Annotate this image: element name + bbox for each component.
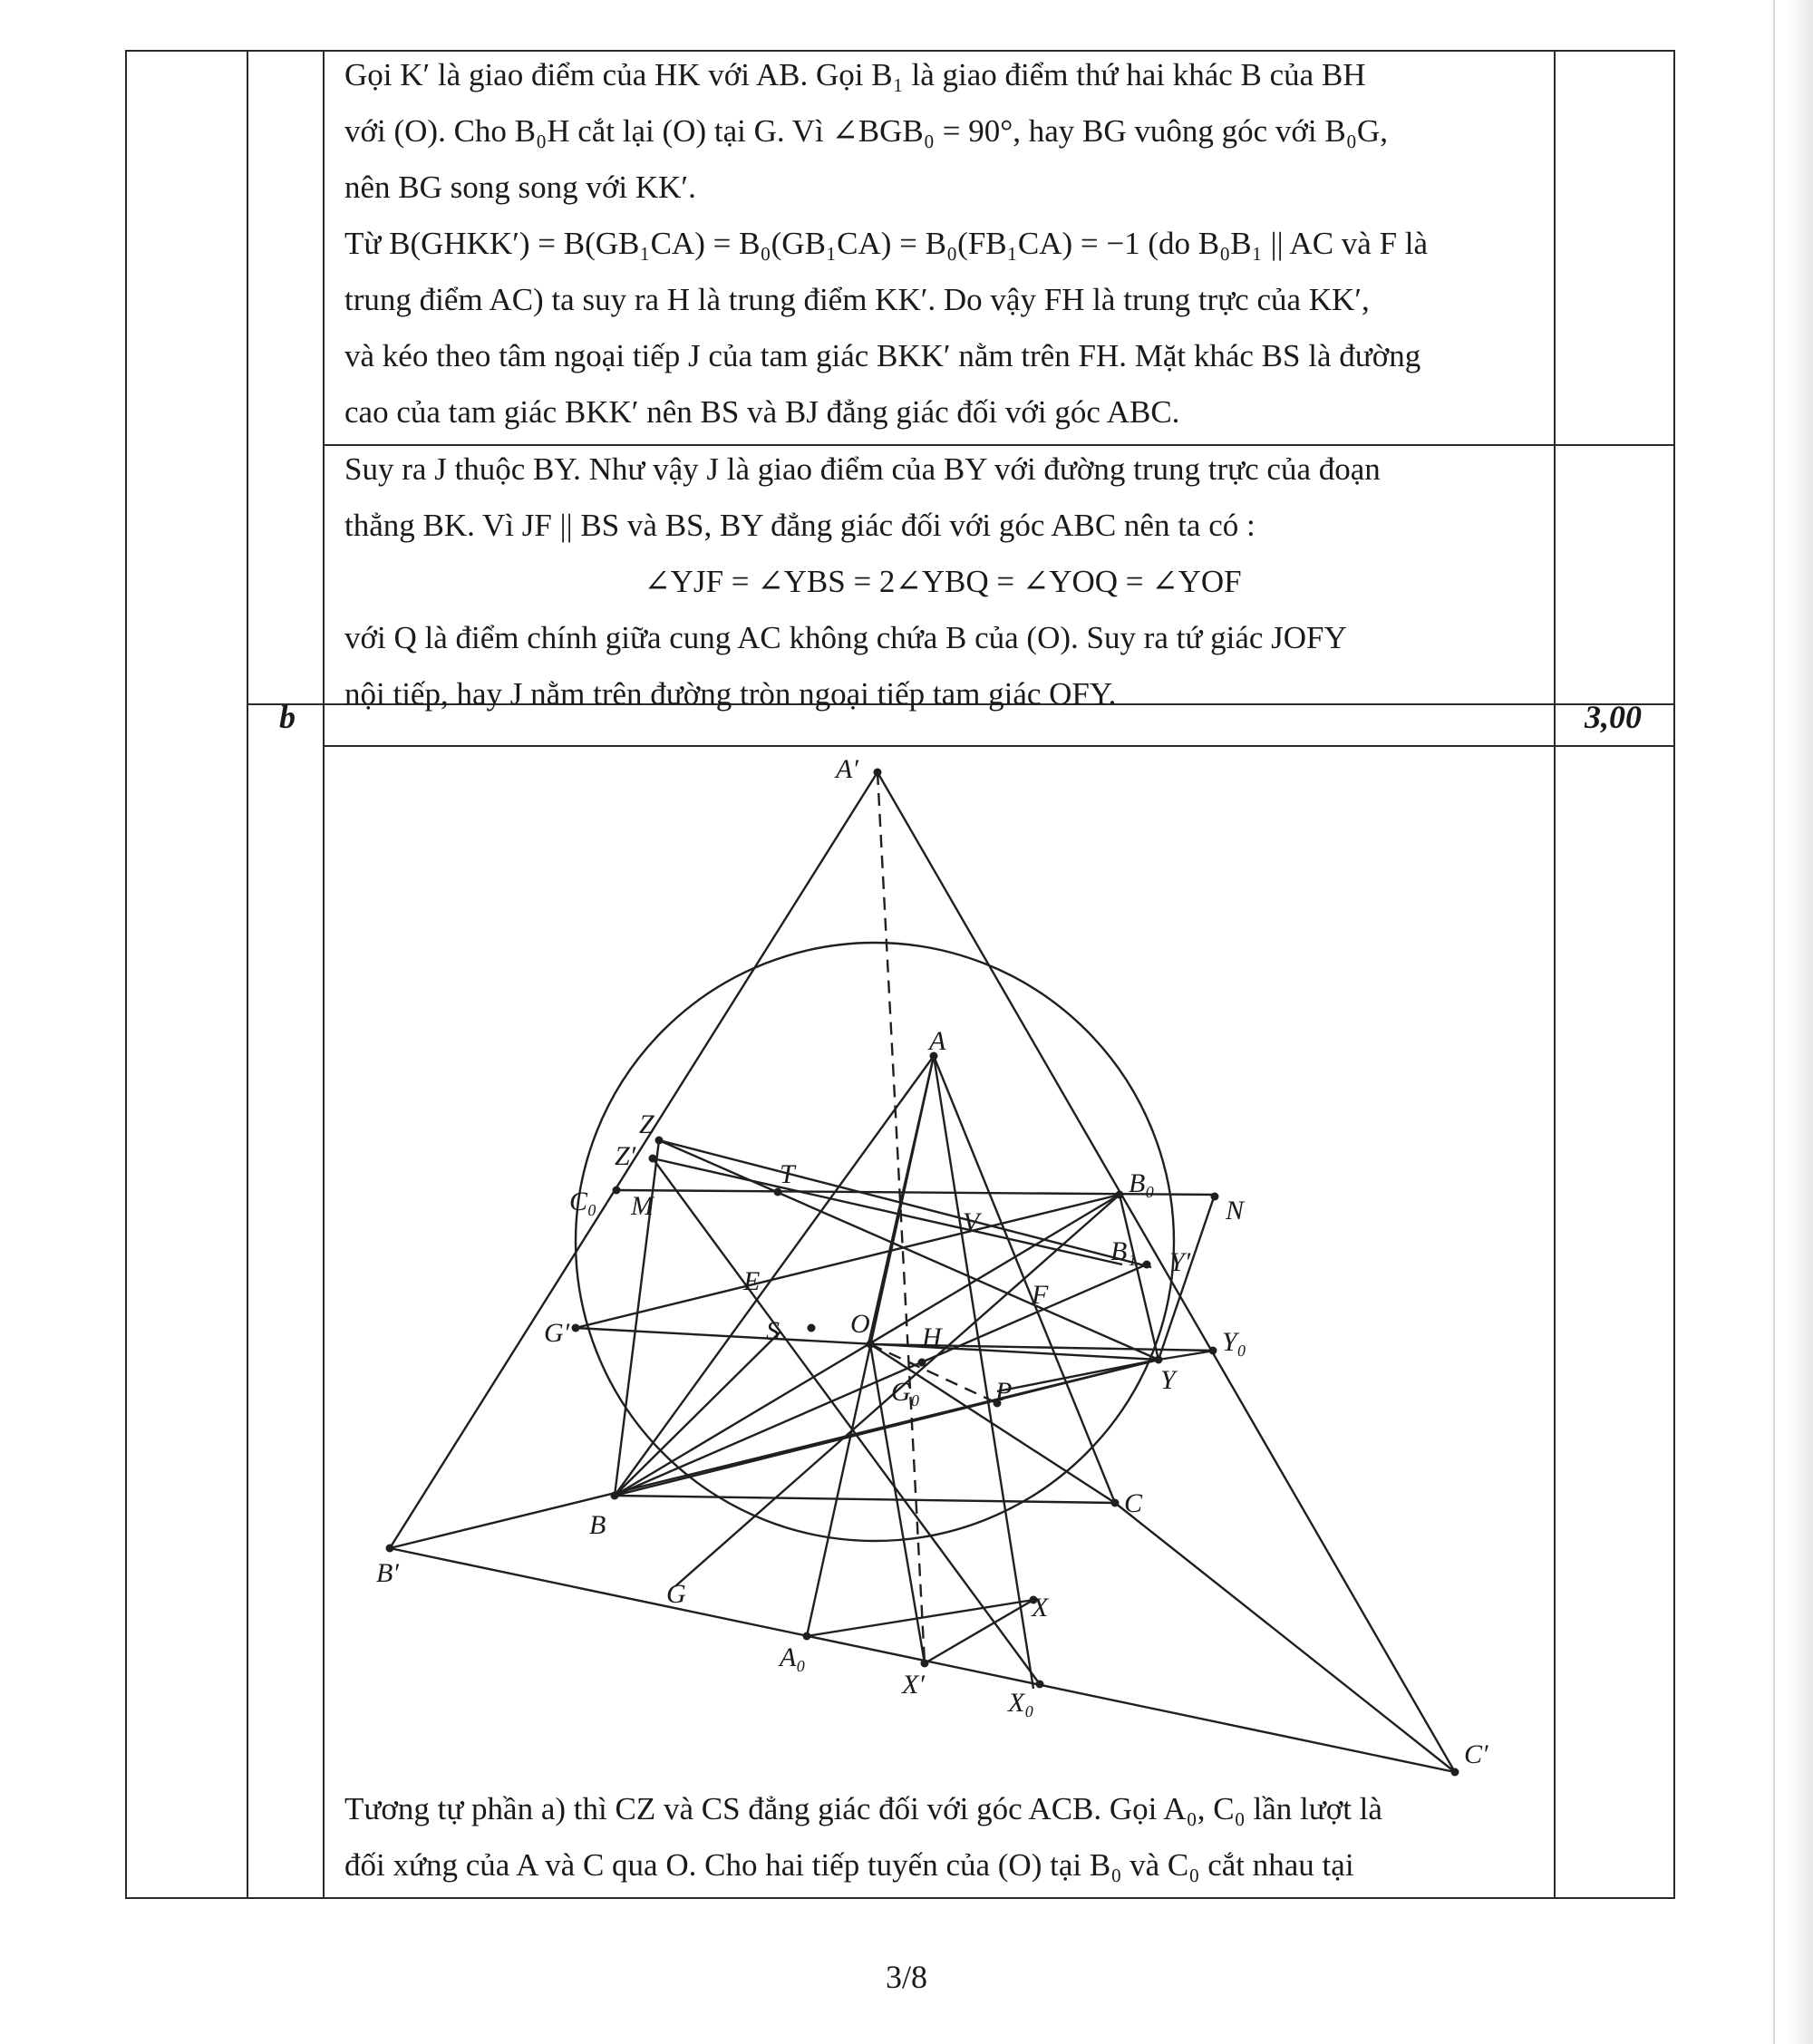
label-G-prime: G′ xyxy=(544,1318,570,1348)
text-line: thẳng BK. Vì JF || BS và BS, BY đẳng giác đối với góc ABC nên ta có : xyxy=(344,508,1256,543)
text-line: Tương tự phần a) thì CZ và CS đẳng giác đối với góc ACB. Gọi A₀, C₀ lần lượt là xyxy=(344,1791,1382,1826)
label-F: F xyxy=(1032,1280,1049,1310)
text-line: Suy ra J thuộc BY. Như vậy J là giao điểm của BY với đường trung trực của đoạn xyxy=(344,451,1381,487)
text-line: cao của tam giác BKK′ nên BS và BJ đẳng giác đối với góc ABC. xyxy=(344,394,1180,430)
label-G0: G₀ xyxy=(891,1377,921,1407)
circumcircle xyxy=(576,943,1174,1541)
part-label: b xyxy=(279,699,296,735)
segment xyxy=(653,1158,1040,1684)
label-C-prime: C′ xyxy=(1464,1739,1488,1769)
label-Z-prime: Z′ xyxy=(615,1141,636,1171)
label-A0: A₀ xyxy=(780,1642,806,1672)
label-C: C xyxy=(1124,1488,1143,1518)
label-V: V xyxy=(963,1207,980,1237)
score: 3,00 xyxy=(1585,699,1642,735)
text-line: đối xứng của A và C qua O. Cho hai tiếp tuyến của (O) tại B₀ và C₀ cắt nhau tại xyxy=(344,1847,1354,1883)
segment xyxy=(616,1190,1215,1195)
label-G: G xyxy=(666,1579,686,1609)
segment xyxy=(877,772,1455,1772)
segment xyxy=(1159,1351,1215,1360)
solution-paragraph-3 xyxy=(344,1781,1541,1894)
segment xyxy=(1159,1195,1215,1360)
segment xyxy=(1115,1503,1455,1772)
text-line: với Q là điểm chính giữa cung AC không chứa B của (O). Suy ra tứ giác JOFY xyxy=(344,620,1347,655)
label-X0: X₀ xyxy=(1008,1688,1034,1718)
label-S: S xyxy=(766,1316,780,1346)
label-O: O xyxy=(850,1309,870,1339)
text-line: với (O). Cho B₀H cắt lại (O) tại G. Vì ∠BGB₀ = 90°, hay BG vuông góc với B₀G, xyxy=(344,113,1388,149)
segment xyxy=(390,1360,1159,1548)
text-line: nội tiếp, hay J nằm trên đường tròn ngoại tiếp tam giác OFY. xyxy=(344,676,1117,712)
label-X-prime: X′ xyxy=(902,1670,925,1700)
label-B1: B₁ xyxy=(1110,1236,1137,1266)
label-C0: C₀ xyxy=(569,1187,597,1216)
label-B0: B₀ xyxy=(1129,1168,1155,1198)
segment xyxy=(615,1332,780,1496)
label-A: A xyxy=(929,1026,946,1056)
label-E: E xyxy=(743,1266,761,1296)
text-line: Gọi K′ là giao điểm của HK với AB. Gọi B₁ là giao điểm thứ hai khác B của BH xyxy=(344,57,1366,92)
label-Y: Y xyxy=(1160,1365,1176,1395)
text-line: nên BG song song với KK′. xyxy=(344,170,696,205)
segment xyxy=(997,1360,1159,1391)
label-N: N xyxy=(1226,1196,1245,1225)
label-Z: Z xyxy=(639,1109,654,1139)
label-H: H xyxy=(922,1322,942,1352)
label-M: M xyxy=(631,1191,654,1221)
label-B-prime: B′ xyxy=(376,1558,399,1588)
label-P: P xyxy=(995,1377,1013,1407)
text-line: Từ B(GHKK′) = B(GB₁CA) = B₀(GB₁CA) = B₀(FB₁CA) = −1 (do B₀B₁ || AC và F là xyxy=(344,226,1429,261)
figure-points xyxy=(386,769,1459,1777)
text-line: và kéo theo tâm ngoại tiếp J của tam giác BKK′ nằm trên FH. Mặt khác BS là đường xyxy=(344,338,1421,373)
label-B: B xyxy=(589,1510,606,1540)
page-number: 3/8 xyxy=(885,1959,927,1995)
segment xyxy=(1120,1195,1159,1360)
segment xyxy=(934,1056,1033,1689)
equation: ∠YJF = ∠YBS = 2∠YBQ = ∠YOQ = ∠YOF xyxy=(644,564,1242,599)
label-T: T xyxy=(780,1159,795,1189)
segment xyxy=(615,1496,1115,1503)
label-A-prime: A′ xyxy=(836,754,858,784)
label-X: X xyxy=(1032,1593,1049,1623)
label-Y0: Y₀ xyxy=(1222,1327,1247,1357)
dashed-segment xyxy=(870,1344,997,1403)
label-Y-prime: Y′ xyxy=(1169,1247,1191,1277)
text-line: trung điểm AC) ta suy ra H là trung điểm KK′. Do vậy FH là trung trực của KK′, xyxy=(344,282,1370,317)
